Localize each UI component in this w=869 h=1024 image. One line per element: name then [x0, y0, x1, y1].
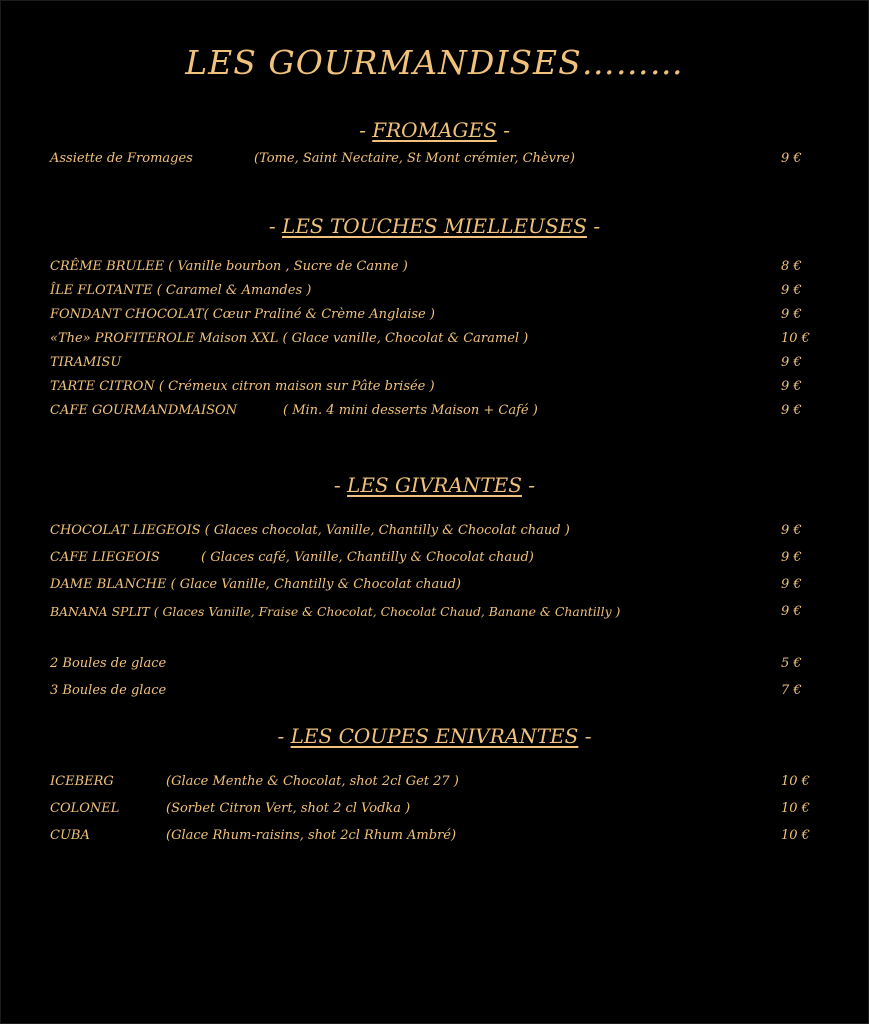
item-desc: (Glace Menthe & Chocolat, shot 2cl Get 27 )	[166, 774, 459, 789]
menu-item	[50, 604, 820, 624]
menu-item	[50, 550, 820, 570]
page-title: LES GOURMANDISES………	[185, 43, 684, 82]
menu-item	[50, 828, 820, 848]
item-name: CUBA	[50, 828, 90, 843]
item-name: TIRAMISU	[50, 355, 122, 370]
item-name: 3 Boules de glace	[50, 683, 167, 698]
section-heading-givrantes: - LES GIVRANTES -	[333, 473, 536, 497]
item-price: 9 €	[781, 307, 802, 322]
item-desc: (Sorbet Citron Vert, shot 2 cl Vodka )	[166, 801, 411, 816]
item-name: Assiette de Fromages	[50, 151, 193, 166]
item-price: 10 €	[781, 801, 810, 816]
item-price: 10 €	[781, 331, 810, 346]
menu-item	[50, 577, 820, 597]
item-name: ICEBERG	[50, 774, 114, 789]
item-price: 9 €	[781, 355, 802, 370]
item-price: 5 €	[781, 656, 802, 671]
section-label-fromages: FROMAGES	[372, 118, 497, 142]
menu-item	[50, 656, 820, 676]
item-price: 9 €	[781, 604, 802, 619]
item-name: «The» PROFITEROLE Maison XXL ( Glace vanille, Chocolat & Caramel )	[50, 331, 529, 346]
item-name: TARTE CITRON ( Crémeux citron maison sur Pâte brisée )	[50, 379, 435, 394]
item-price: 9 €	[781, 577, 802, 592]
menu-item	[50, 683, 820, 703]
section-heading-mielleuses: - LES TOUCHES MIELLEUSES -	[268, 214, 601, 238]
item-price: 9 €	[781, 283, 802, 298]
item-name: BANANA SPLIT ( Glaces Vanille, Fraise & Chocolat, Chocolat Chaud, Banane & Chantilly )	[50, 604, 621, 619]
item-price: 7 €	[781, 683, 802, 698]
section-heading-fromages: - FROMAGES -	[359, 118, 510, 142]
menu-item	[50, 307, 820, 327]
menu-item	[50, 151, 820, 171]
menu-item	[50, 283, 820, 303]
item-name: CHOCOLAT LIEGEOIS ( Glaces chocolat, Vanille, Chantilly & Chocolat chaud )	[50, 523, 570, 538]
menu-item	[50, 403, 820, 423]
item-name: CAFE GOURMANDMAISON	[50, 403, 238, 418]
item-name: CAFE LIEGEOIS	[50, 550, 160, 565]
item-name: COLONEL	[50, 801, 120, 816]
item-desc: (Glace Rhum-raisins, shot 2cl Rhum Ambré)	[166, 828, 457, 843]
section-label-mielleuses: LES TOUCHES MIELLEUSES	[282, 214, 587, 238]
item-price: 9 €	[781, 151, 802, 166]
item-desc: ( Glaces café, Vanille, Chantilly & Chocolat chaud)	[201, 550, 534, 565]
item-price: 9 €	[781, 403, 802, 418]
item-price: 9 €	[781, 550, 802, 565]
menu-item	[50, 774, 820, 794]
item-name: CRÊME BRULEE ( Vanille bourbon , Sucre de Canne )	[50, 259, 408, 274]
item-desc: ( Min. 4 mini desserts Maison + Café )	[283, 403, 538, 418]
section-label-coupes: LES COUPES ENIVRANTES	[290, 724, 579, 748]
menu-item	[50, 379, 820, 399]
item-name: ÎLE FLOTANTE ( Caramel & Amandes )	[50, 283, 312, 298]
item-name: DAME BLANCHE ( Glace Vanille, Chantilly & Chocolat chaud)	[50, 577, 461, 592]
item-name: FONDANT CHOCOLAT( Cœur Praliné & Crème Anglaise )	[50, 307, 435, 322]
item-price: 8 €	[781, 259, 802, 274]
section-label-givrantes: LES GIVRANTES	[347, 473, 522, 497]
menu-item	[50, 331, 820, 351]
item-price: 10 €	[781, 774, 810, 789]
item-price: 9 €	[781, 523, 802, 538]
menu-item	[50, 355, 820, 375]
item-price: 10 €	[781, 828, 810, 843]
item-name: 2 Boules de glace	[50, 656, 167, 671]
item-price: 9 €	[781, 379, 802, 394]
item-desc: (Tome, Saint Nectaire, St Mont crémier, Chèvre)	[254, 151, 575, 166]
section-heading-coupes: - LES COUPES ENIVRANTES -	[277, 724, 592, 748]
menu-item	[50, 259, 820, 279]
menu-item	[50, 523, 820, 543]
menu-item	[50, 801, 820, 821]
